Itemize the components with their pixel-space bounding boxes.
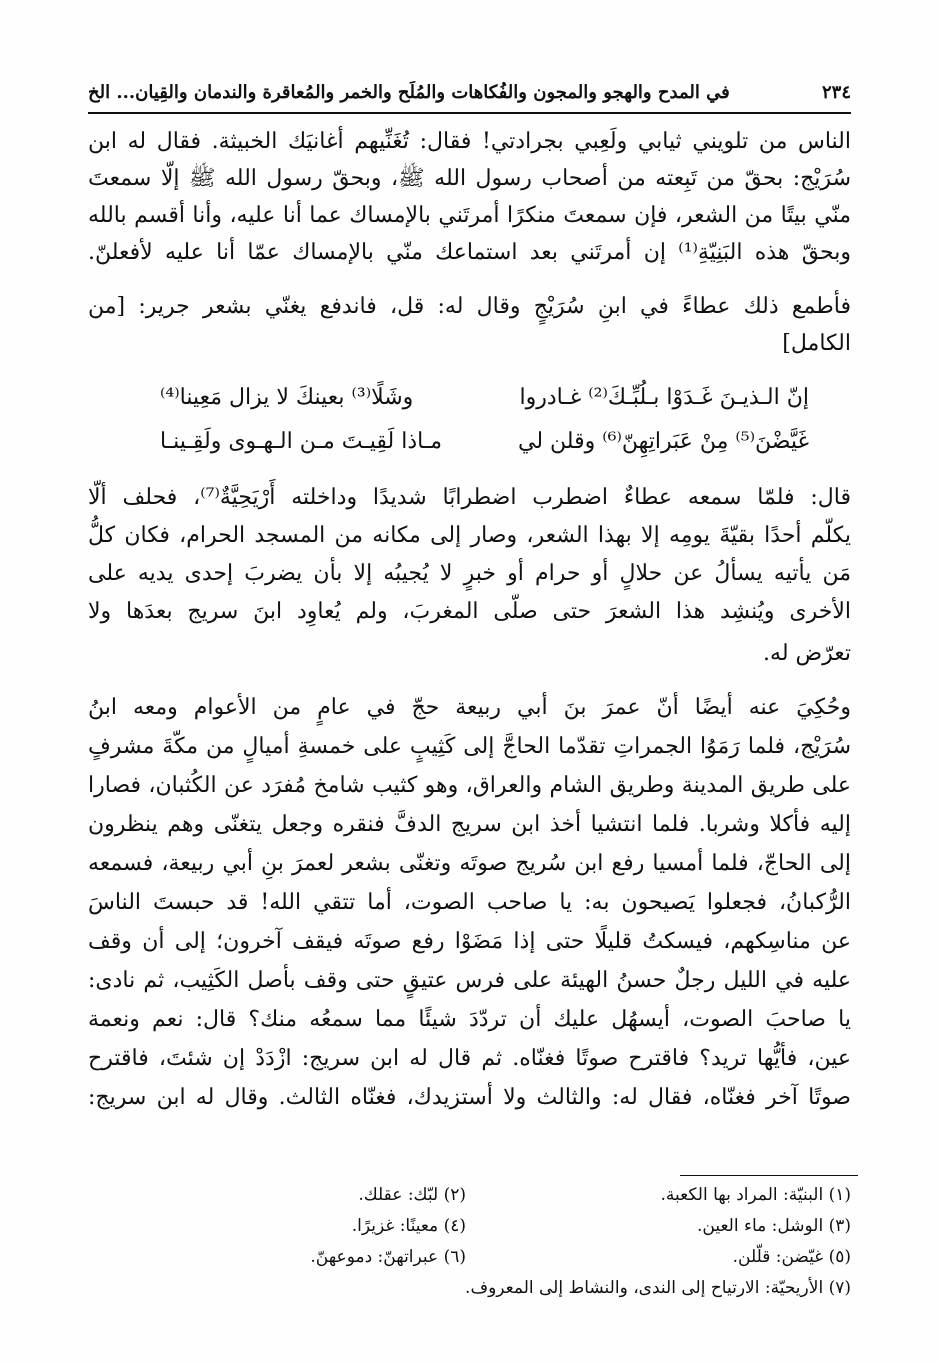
- text-line: الكامل]: [782, 331, 851, 356]
- page-number: ٢٣٤: [821, 82, 851, 103]
- text-line: تعرّض له.: [763, 641, 851, 666]
- verse-second-hemistich: مـاذا لَقِيـتَ مـن الـهـوى ولَقِـينـا: [160, 429, 443, 454]
- footnote-row: [88, 1244, 851, 1270]
- text-line: سُرَيْج: بحقّ من تَبِعته من أصحاب رسول الله ﷺ، وبحقّ رسول الله ﷺ إلّا سمعتَ: [88, 166, 851, 191]
- text-line: إليه فأكلا وشربا. فلما انتشيا أخذ ابن سريج الدفَّ فنقره وجعل يتغنّى وهم ينظرون: [88, 812, 851, 837]
- text-line: على طريق المدينة وطريق الشام والعراق، وهو كثيب شامخ مُفرَد عن الكُثبان، فصارا: [88, 773, 851, 798]
- text-line: الناس من تلويني ثيابي ولَعِبي بجرادتي! فقال: تُغَنِّيهم أغانيَك الخبيثة. فقال له ابن: [88, 129, 851, 154]
- verse-first-hemistich: إنّ الـذيـنَ غَـدَوْا بـلُبِّـكَ⁽²⁾ غـادروا: [519, 385, 809, 410]
- text-line: سُرَيْج، فلما رَمَوُا الجمراتِ تقدّما الحاجَّ إلى كَثِيبٍ على خمسةِ أميالٍ من مكّةَ مشرفٍ: [88, 734, 852, 759]
- header-rule: [88, 112, 851, 114]
- verse: [160, 380, 809, 416]
- footnote: (٧) الأريحيّة: الارتياح إلى الندى، والنشاط إلى المعروف.: [465, 1278, 851, 1298]
- footnote: (٣) الوشل: ماء العين.: [696, 1216, 851, 1236]
- footnote: (٥) غيّضن: قلّلن.: [732, 1247, 851, 1267]
- footnote-rule: [680, 1175, 858, 1176]
- footnote-row: [88, 1182, 851, 1208]
- text-line: الأخرى ويُنشِد هذا الشعرَ حتى صلّى المغربَ، ولم يُعاوِد ابنَ سريج بعدَها ولا: [88, 599, 851, 624]
- text-line: إلى الحاجّ، فلما أمسيا رفع ابن سُريج صوتَه وتغنّى بشعر لعمرَ بنِ أبي ربيعة، فسمعه: [88, 851, 851, 876]
- verse-first-hemistich: غَيَّضْنَ⁽⁵⁾ مِنْ عَبَراتِهِنّ⁽⁶⁾ وقلن لي: [518, 429, 809, 454]
- text-line: صوتًا آخر فغنّاه، فقال له: والثالث ولا أستزيدك، فغنّاه الثالث. وقال له ابن سريج:: [88, 1085, 851, 1110]
- text-line: يا صاحبَ الصوت، أيسهُل عليك أن تردّدَ شيئًا مما سمعُه منك؟ قال: نعم ونعمة: [88, 1007, 851, 1032]
- text-line: عن مناسِكهم، فيسكتُ قليلًا حتى إذا مَضَوْا رفع صوتَه فيقف آخرون؛ إلى أن وقف: [88, 929, 851, 954]
- text-line: وبحقّ هذه البَنِيّةِ⁽¹⁾ إن أمرتَني بعد استماعك منّي بالإمساك عمّا أنا عليه لأفعلنّ.: [88, 240, 851, 265]
- text-line: فأطمع ذلك عطاءً في ابنِ سُرَيْجٍ وقال له: قل، فاندفع يغنّي بشعر جرير: [من: [88, 294, 851, 319]
- footnote-row: [88, 1275, 851, 1301]
- text-line: عين، فأيُّها تريد؟ فاقترح صوتًا فغنّاه. ثم قال له ابن سريج: ازْدَدْ إن شئتَ، فاقترح: [88, 1046, 851, 1071]
- footnote: (٤) معينًا: غزيرًا.: [351, 1216, 466, 1236]
- text-line: مَن يأتيه يسألُ عن حلالٍ أو حرام أو خبرٍ لا يُجيبُه إلا بأن يضربَ إحدى يديه على: [88, 561, 851, 586]
- text-line: وحُكِيَ عنه أيضًا أنّ عمرَ بنَ أبي ربيعة حجّ في عامٍ من الأعوام ومعه ابنُ: [88, 695, 851, 720]
- verse: [160, 424, 809, 460]
- footnote: (٦) عبراتهنّ: دموعهنّ.: [310, 1247, 466, 1267]
- text-line: قال: فلمّا سمعه عطاءٌ اضطرب اضطرابًا شديدًا وداخلته أَرْيَحِيَّةٌ⁽⁷⁾، فحلف ألّا: [88, 485, 851, 510]
- text-line: الرُّكبانُ، فجعلوا يَصيحون به: يا صاحب الصوت، أما تتقي الله! قد حبستَ الناسَ: [88, 890, 851, 915]
- footnote: (١) البنيّة: المراد بها الكعبة.: [660, 1185, 851, 1205]
- footnote-row: [88, 1213, 851, 1239]
- text-line: منّي بيتًا من الشعر، فإن سمعتَ منكرًا أمرتَني بالإمساك عما أنا عليه، وأنا أقسم بالله: [88, 203, 851, 228]
- footnote: (٢) لبّك: عقلك.: [358, 1185, 466, 1205]
- verse-second-hemistich: وشَلًا⁽³⁾ بعينكَ لا يزال مَعِينا⁽⁴⁾: [160, 385, 414, 410]
- text-line: يكلّم أحدًا بقيّةَ يومِه إلا بهذا الشعر، وصار إلى مكانه من المسجد الحرام، فكان كلُّ: [88, 523, 851, 548]
- page-header: [88, 74, 851, 108]
- text-line: عليه في الليل رجلٌ حسنُ الهيئة على فرس عتيقٍ حتى وقف بأصل الكَثِيب، ثم نادى:: [88, 968, 851, 993]
- running-title: في المدح والهجو والمجون والفُكاهات والمُلَح والخمر والمُعاقرة والندمان والقِيان... الخ: [88, 82, 730, 103]
